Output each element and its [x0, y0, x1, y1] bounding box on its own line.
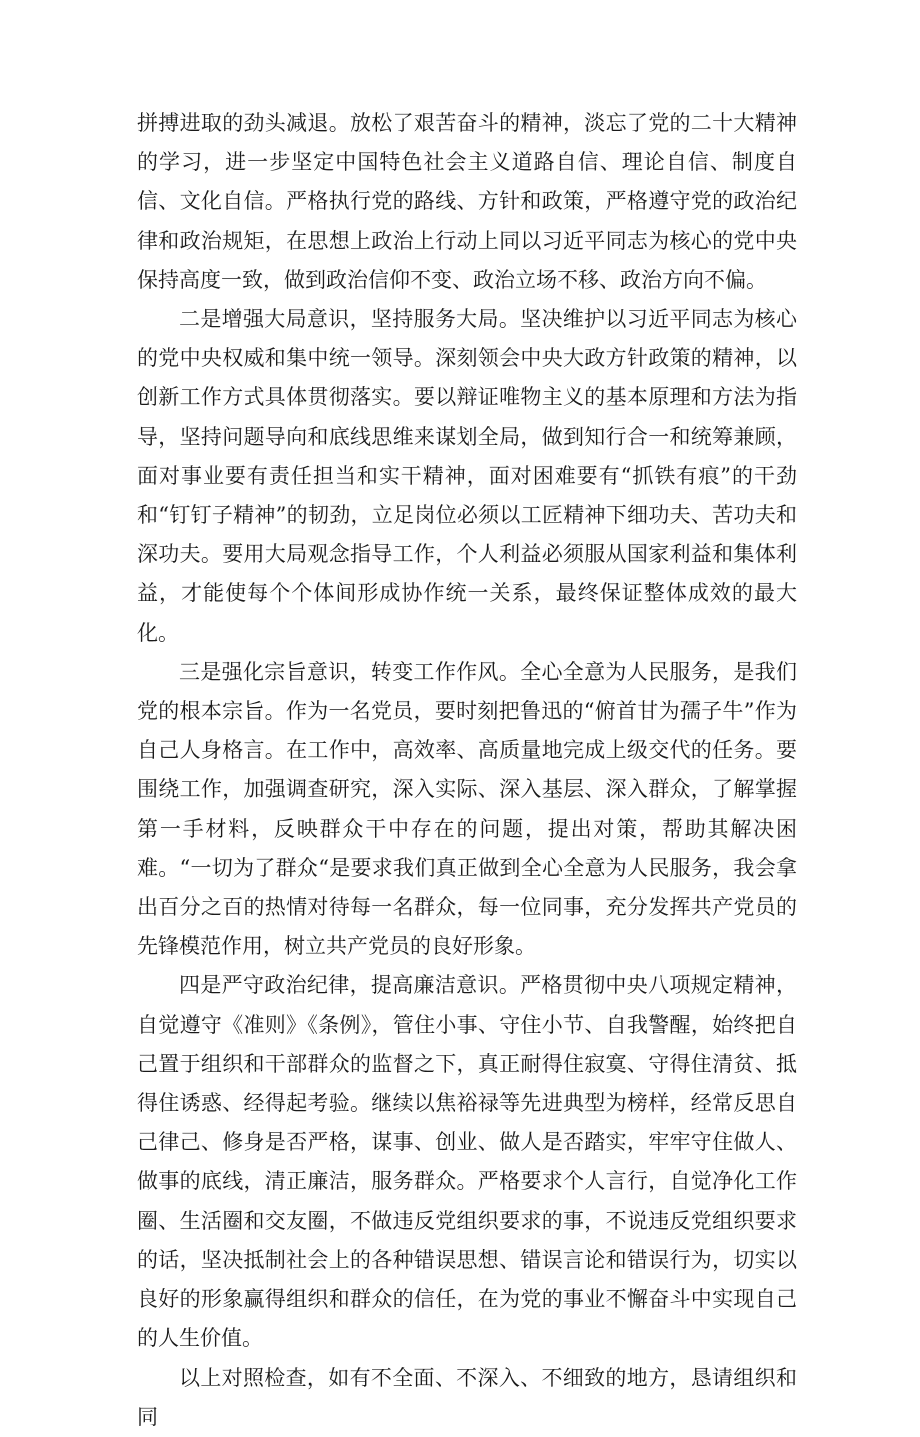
document-body: [137, 104, 797, 1437]
paragraph-overall-awareness: 二是增强大局意识，坚持服务大局。坚决维护以习近平同志为核心的党中央权威和集中统一领导。深刻领会中央大政方针政策的精神，以创新工作方式具体贯彻落实。要以辩证唯物主义的基本原理和方法为指导，坚持问题导向和底线思维来谋划全局，做到知行合一和统筹兼顾，面对事业要有责任担当和实干精神，面对困难要有“抓铁有痕”的干劲和“钉钉子精神”的韧劲，立足岗位必须以工匠精神下细功夫、苦功夫和深功夫。要用大局观念指导工作，个人利益必须服从国家利益和集体利益，才能使每个个体间形成协作统一关系，最终保证整体成效的最大化。: [137, 307, 797, 645]
paragraph-closing: 以上对照检查，如有不全面、不深入、不细致的地方，恳请组织和同: [137, 1365, 797, 1429]
paragraph-political-discipline: 四是严守政治纪律，提高廉洁意识。严格贯彻中央八项规定精神，自觉遵守《准则》《条例》，管住小事、守住小节、自我警醒，始终把自己置于组织和干部群众的监督之下，真正耐得住寂寞、守得住清贫、抵得住诱惑、经得起考验。继续以焦裕禄等先进典型为榜样，经常反思自己律己、修身是否严格，谋事、创业、做人是否踏实，牢牢守住做人、做事的底线，清正廉洁，服务群众。严格要求个人言行，自觉净化工作圈、生活圈和交友圈，不做违反党组织要求的事，不说违反党组织要求的话，坚决抵制社会上的各种错误思想、错误言论和错误行为，切实以良好的形象赢得组织和群众的信任，在为党的事业不懈奋斗中实现自己的人生价值。: [137, 973, 797, 1351]
paragraph-purpose-awareness: 三是强化宗旨意识，转变工作作风。全心全意为人民服务，是我们党的根本宗旨。作为一名党员，要时刻把鲁迅的“俯首甘为孺子牛”作为自己人身格言。在工作中，高效率、高质量地完成上级交代的任务。要围绕工作，加强调查研究，深入实际、深入基层、深入群众，了解掌握第一手材料，反映群众干中存在的问题，提出对策，帮助其解决困难。“一切为了群众“是要求我们真正做到全心全意为人民服务，我会拿出百分之百的热情对待每一名群众，每一位同事，充分发挥共产党员的先锋模范作用，树立共产党员的良好形象。: [137, 659, 797, 959]
paragraph-continuation: 拼搏进取的劲头减退。放松了艰苦奋斗的精神，淡忘了党的二十大精神的学习，进一步坚定中国特色社会主义道路自信、理论自信、制度自信、文化自信。严格执行党的路线、方针和政策，严格遵守党的政治纪律和政治规矩，在思想上政治上行动上同以习近平同志为核心的党中央保持高度一致，做到政治信仰不变、政治立场不移、政治方向不偏。: [137, 111, 797, 292]
